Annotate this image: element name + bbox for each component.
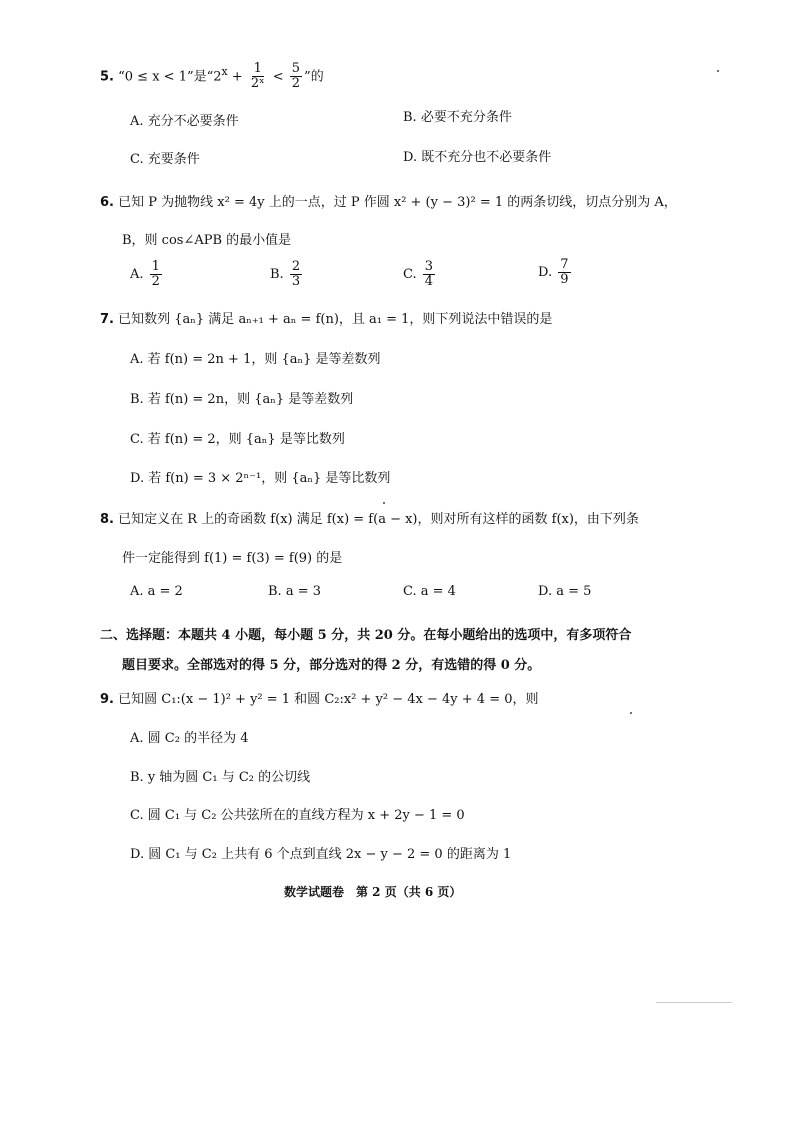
scan-mark-line [656,1002,732,1003]
q6-option-c-value: $\frac{3}{4}$ [424,259,434,289]
q5-fraction-2: $\frac{5}{2}$ [291,61,301,92]
q9-option-b: B. y 轴为圆 C₁ 与 C₂ 的公切线 [130,770,311,785]
q7-stem [100,310,552,330]
q6-option-d [538,258,573,287]
q7-option-c: C. 若 f(n) = 2，则 {aₙ} 是等比数列 [130,432,345,447]
q8-number: 8. [100,512,114,527]
q7-option-b: B. 若 f(n) = 2n，则 {aₙ} 是等差数列 [130,392,354,407]
q8-stem-line1 [100,510,639,530]
scan-speck [630,712,632,714]
q5-stem [100,62,324,91]
q9-stem-text: 已知圆 C₁:(x − 1)² + y² = 1 和圆 C₂:x² + y² − 4x − 4y + 4 = 0，则 [118,692,539,707]
q6-option-d-value: $\frac{7}{9}$ [560,257,569,287]
q5-option-a: A. 充分不必要条件 [130,114,239,129]
q8-stem-line2: 件一定能得到 f(1) = f(3) = f(9) 的是 [122,551,343,566]
q5-stem-end: ”的 [304,69,324,85]
q6-stem-line2: B，则 cos∠APB 的最小值是 [122,233,292,248]
q5-option-b: B. 必要不充分条件 [403,110,512,125]
q5-fraction-1: $\frac{1}{\text{2ˣ}}$ [250,61,265,92]
q6-option-a-label: A. [130,267,144,282]
q6-option-a-value: $\frac{1}{2}$ [151,259,160,289]
q6-option-b-value: $\frac{2}{3}$ [291,259,301,289]
q7-stem-text: 已知数列 {aₙ} 满足 aₙ₊₁ + aₙ = f(n)，且 a₁ = 1，则下列说法中错误的是 [118,312,553,327]
q7-number: 7. [100,312,114,327]
q8-option-b: B. a = 3 [268,584,321,599]
q9-number: 9. [100,692,114,707]
q9-option-c: C. 圆 C₁ 与 C₂ 公共弦所在的直线方程为 x + 2y − 1 = 0 [130,808,465,823]
section2-heading-line2: 题目要求。全部选对的得 5 分，部分选对的得 2 分，有选错的得 0 分。 [122,658,541,673]
scan-speck [383,502,385,504]
q6-stem-line1 [100,193,677,213]
section2-heading-line1: 二、选择题：本题共 4 小题，每小题 5 分，共 20 分。在每小题给出的选项中，有多项符合 [100,628,632,643]
q6-option-b [270,260,304,289]
q5-number: 5. [100,69,114,85]
q5-option-c: C. 充要条件 [130,152,200,167]
q6-option-a [130,260,164,289]
q8-stem-text1: 已知定义在 R 上的奇函数 f(x) 满足 f(x) = f(a − x)，则对所有这样的函数 f(x)，由下列条 [118,512,639,527]
q6-option-d-label: D. [538,265,553,280]
q8-option-d: D. a = 5 [538,584,592,599]
q5-stem-plus: + [227,69,247,85]
q5-stem-sup: x [221,65,228,78]
q6-number: 6. [100,195,114,210]
q5-stem-lt: < [268,69,288,85]
q8-option-c: C. a = 4 [403,584,456,599]
q6-option-c-label: C. [403,267,417,282]
q5-stem-start: “0 ≤ x < 1”是“2 [118,69,222,85]
q5-option-d: D. 既不充分也不必要条件 [403,150,552,165]
page-footer: 数学试题卷 第 2 页（共 6 页） [284,885,462,899]
q7-option-a: A. 若 f(n) = 2n + 1，则 {aₙ} 是等差数列 [130,352,381,367]
q9-option-a: A. 圆 C₂ 的半径为 4 [130,731,249,746]
q6-option-c [403,260,437,289]
q9-stem [100,690,539,710]
q6-stem-text1: 已知 P 为抛物线 x² = 4y 上的一点，过 P 作圆 x² + (y − 3)² = 1 的两条切线，切点分别为 A， [118,195,677,210]
q6-option-b-label: B. [270,267,284,282]
q9-option-d: D. 圆 C₁ 与 C₂ 上共有 6 个点到直线 2x − y − 2 = 0 的距离为 1 [130,847,512,862]
q7-option-d: D. 若 f(n) = 3 × 2ⁿ⁻¹，则 {aₙ} 是等比数列 [130,471,391,486]
scan-speck [717,70,719,72]
q8-option-a: A. a = 2 [130,584,183,599]
